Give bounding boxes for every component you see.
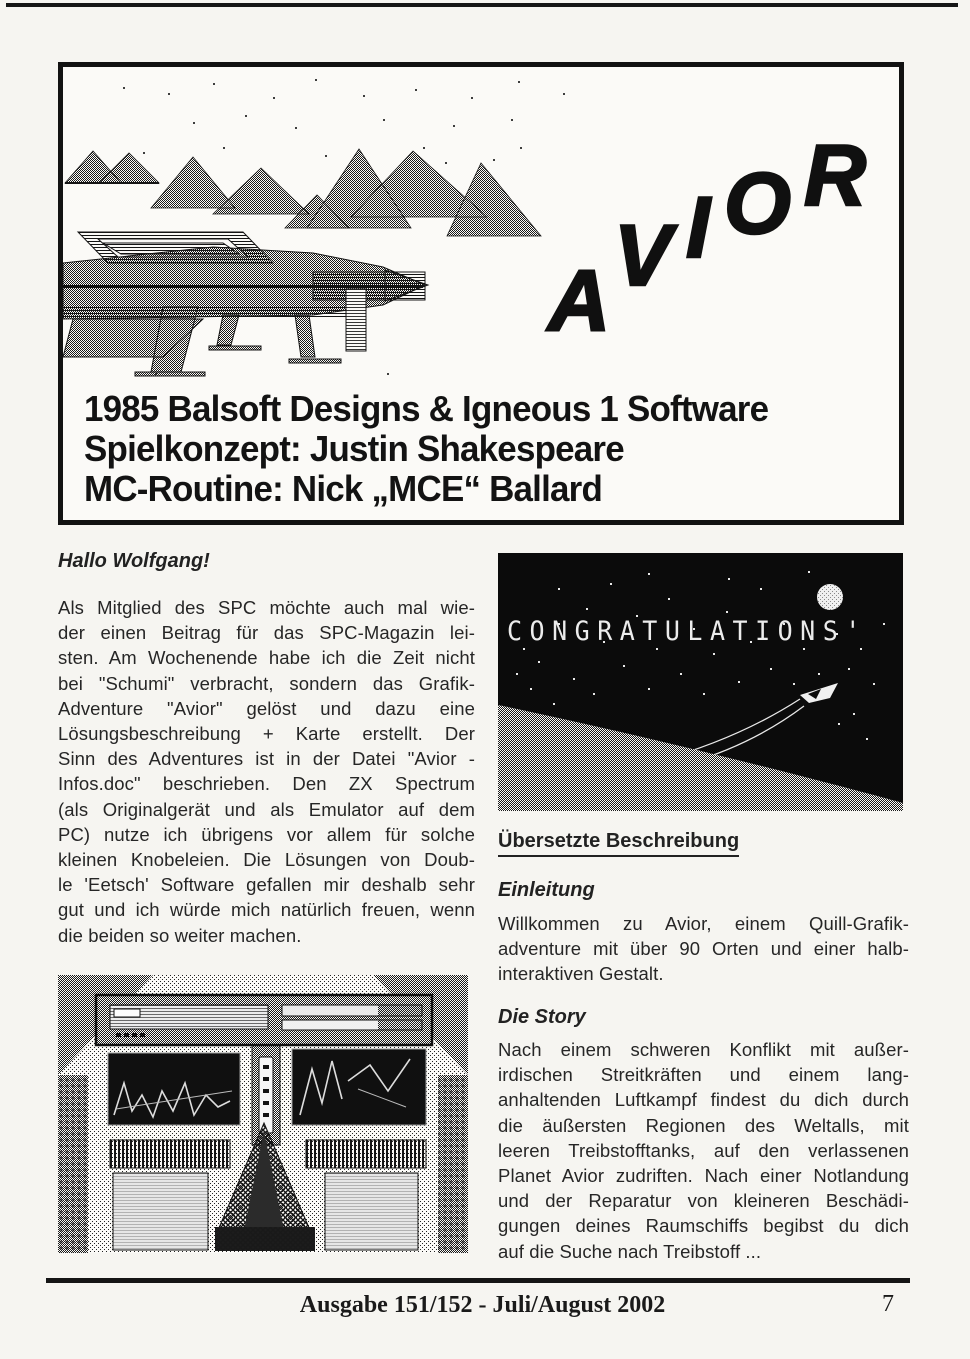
logo-letter: A — [548, 253, 611, 349]
logo-letter: V — [614, 208, 672, 304]
footer-rule — [46, 1278, 910, 1283]
congrats-screenshot-image — [498, 553, 903, 811]
section-title-einleitung: Einleitung — [498, 879, 595, 901]
credit-line-publisher: 1985 Balsoft Designs & Igneous 1 Software — [84, 388, 769, 429]
spaceship-graphic — [63, 232, 428, 376]
logo-letter: R — [804, 128, 867, 224]
cockpit-screenshot-image — [58, 975, 468, 1253]
translation-heading — [498, 830, 739, 857]
credit-line-mc-routine: MC-Routine: Nick „MCE“ Ballard — [84, 468, 603, 509]
logo-letter: O — [724, 156, 791, 252]
page-top-rule — [6, 3, 958, 7]
congrats-caption: CONGRATULATIONS' — [507, 615, 868, 647]
letter-salutation: Hallo Wolfgang! — [58, 550, 210, 572]
mountains-graphic — [65, 149, 541, 236]
letter-body-text: Als Mitglied des SPC möchte auch mal wie- der einen Beitrag für das SPC-Magazin lei- sten. Am Wochenende habe ich die Zeit nicht bei "Schumi" verbracht, sondern das Grafik- Adventure "Avior" gelöst und dazu eine Lösungsbeschreibung + Karte erstellt. Der Sinn des Adventures ist in der Datei "Avior - Infos.doc" beschrieben. Den ZX Spectrum (als Originalgerät und als Emulator auf dem PC) nutze ich übrigens vor allem für solche kleinen Knobeleien. Die Lösungen von Doub- le 'Eetsch' Software gefallen mir deshalb sehr gut und ich würde mich natürlich freuen, wenn die beiden so weiter machen. — [58, 597, 475, 946]
footer-issue-line: Ausgabe 151/152 - Juli/August 2002 — [299, 1292, 666, 1318]
logo-letter: I — [686, 180, 710, 276]
einleitung-text: Willkommen zu Avior, einem Quill-Grafik- adventure mit über 90 Orten und einer halb- interaktiven Gestalt. — [498, 913, 909, 985]
section-title-die-story: Die Story — [498, 1006, 586, 1028]
congrats-screenshot-figure — [498, 553, 903, 811]
game-title-logo — [540, 130, 900, 370]
die-story-text: Nach einem schweren Konflikt mit außer- irdischen Streitkräften und einem lang- anhaltenden Luftkampf findest du dich durch die äußersten Regionen des Weltalls, mit leeren Treibstofftanks, auf den verlassenen Planet Avior zudriften. Nach einer Notlandung und der Reparatur von kleineren Beschädi- gungen deines Raumschiffs begibst du dich auf die Suche nach Treibstoff ... — [498, 1039, 909, 1262]
masthead-credits — [84, 389, 860, 509]
moon-icon — [817, 584, 843, 610]
translation-heading-text: Übersetzte Beschreibung — [498, 830, 739, 857]
credit-line-concept: Spielkonzept: Justin Shakespeare — [84, 428, 624, 469]
cockpit-screenshot-figure — [58, 975, 468, 1253]
footer-page-number: 7 — [882, 1291, 894, 1317]
masthead-box — [58, 62, 904, 525]
